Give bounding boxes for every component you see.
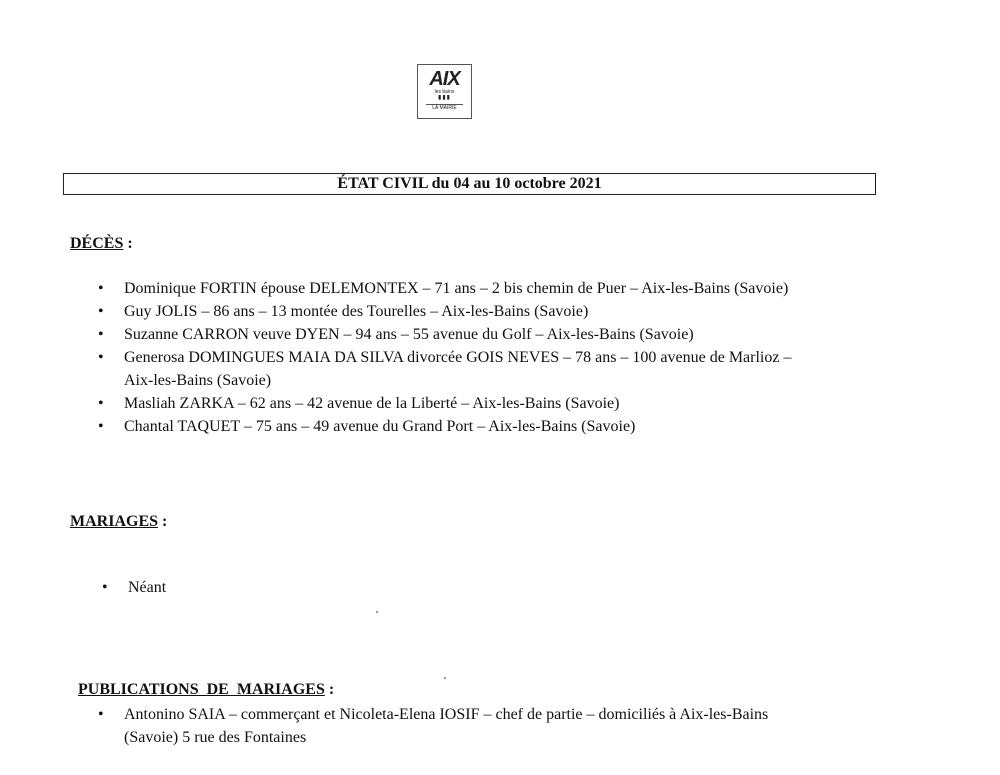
- scan-speck: [444, 677, 446, 679]
- logo-wordmark: AIX: [429, 68, 460, 90]
- deces-heading: [70, 234, 133, 254]
- list-item-text: Generosa DOMINGUES MAIA DA SILVA divorcée GOIS NEVES – 78 ans – 100 avenue de Marlioz –: [124, 349, 792, 366]
- bullet-icon: •: [98, 303, 104, 320]
- bullet-icon: •: [98, 418, 104, 435]
- logo-subtitle: les bains: [434, 89, 455, 95]
- bullet-icon: •: [102, 579, 108, 596]
- bullet-icon: •: [98, 280, 104, 297]
- bullet-icon: •: [98, 349, 104, 366]
- bullet-icon: •: [98, 326, 104, 343]
- deces-list: [98, 277, 791, 438]
- list-item: [98, 415, 791, 438]
- list-item: [98, 300, 791, 323]
- list-item: [98, 277, 791, 300]
- publications-heading: [70, 660, 334, 700]
- aix-les-bains-logo: [417, 64, 472, 119]
- mariages-heading: [70, 512, 167, 532]
- list-item: [98, 392, 791, 415]
- deces-heading-colon: :: [123, 235, 133, 252]
- document-title: ÉTAT CIVIL du 04 au 10 octobre 2021: [63, 173, 876, 195]
- list-item-text: Dominique FORTIN épouse DELEMONTEX – 71 ans – 2 bis chemin de Puer – Aix-les-Bains (Savoie): [124, 280, 789, 297]
- list-item-text-continued: (Savoie) 5 rue des Fontaines: [124, 729, 307, 746]
- list-item-text: Suzanne CARRON veuve DYEN – 94 ans – 55 avenue du Golf – Aix-les-Bains (Savoie): [124, 326, 694, 343]
- list-item: [98, 323, 791, 346]
- list-item: [98, 703, 768, 749]
- list-item-text-continued: Aix-les-Bains (Savoie): [124, 372, 272, 389]
- deces-heading-text: DÉCÈS: [70, 235, 124, 252]
- scan-speck: [376, 611, 378, 613]
- list-item-text: Antonino SAIA – commerçant et Nicoleta-Elena IOSIF – chef de partie – domiciliés à Aix-les-Bains: [124, 706, 769, 723]
- logo-bars-icon: ▮▮▮: [438, 95, 451, 101]
- list-item-text: Néant: [128, 579, 167, 596]
- bullet-icon: •: [98, 706, 104, 723]
- mariages-heading-text: MARIAGES: [70, 513, 159, 530]
- publications-list: [98, 703, 768, 749]
- list-item-text: Chantal TAQUET – 75 ans – 49 avenue du Grand Port – Aix-les-Bains (Savoie): [124, 418, 636, 435]
- mariages-heading-colon: :: [158, 513, 168, 530]
- list-item-text: Masliah ZARKA – 62 ans – 42 avenue de la Liberté – Aix-les-Bains (Savoie): [124, 395, 620, 412]
- list-item: [98, 346, 791, 392]
- publications-heading-colon: :: [324, 681, 335, 698]
- list-item-text: Guy JOLIS – 86 ans – 13 montée des Tourelles – Aix-les-Bains (Savoie): [124, 303, 589, 320]
- bullet-icon: •: [98, 395, 104, 412]
- logo-mairie-label: LA MAIRIE: [426, 104, 463, 112]
- mariages-list: [102, 576, 166, 599]
- list-item: [102, 576, 166, 599]
- publications-heading-text: PUBLICATIONS DE MARIAGES: [78, 681, 325, 698]
